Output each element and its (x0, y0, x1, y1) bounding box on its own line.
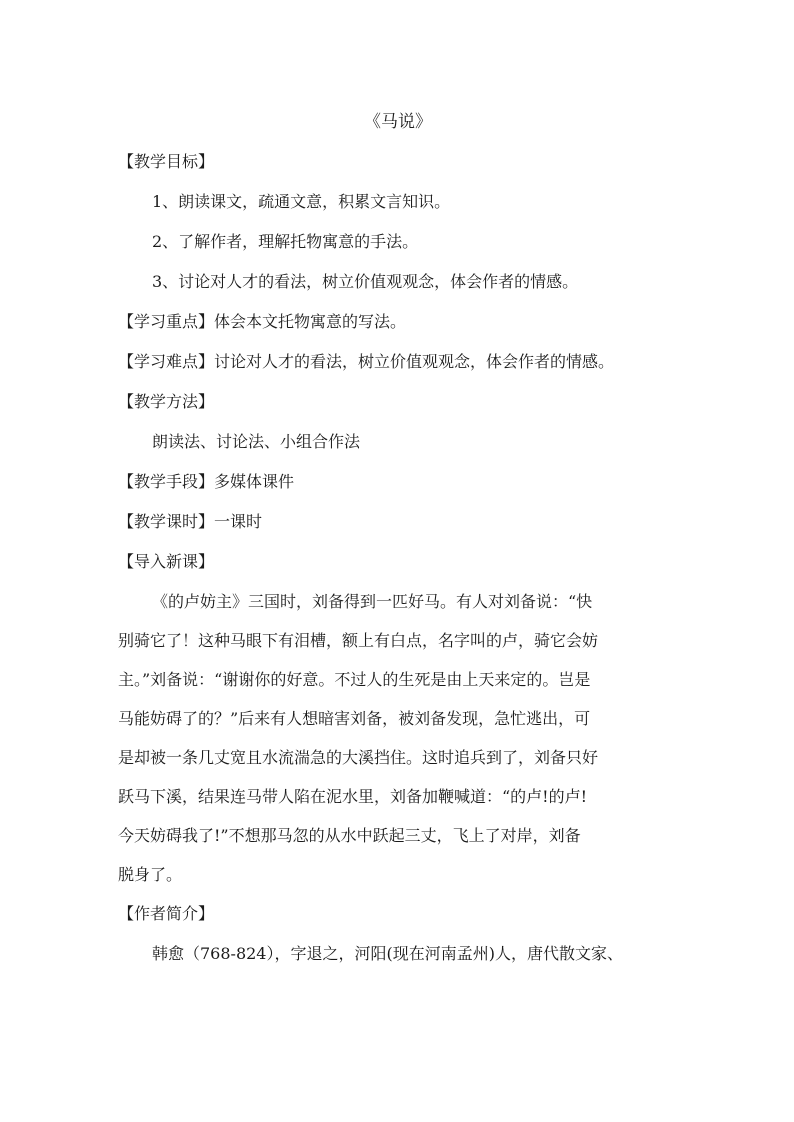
intro-heading: 【导入新课】 (118, 552, 215, 571)
means-heading: 【教学手段】 (118, 472, 215, 491)
key-point-heading: 【学习重点】 (118, 312, 215, 331)
key-point-text: 体会本文托物寓意的写法。 (214, 312, 407, 331)
difficulty-line (118, 352, 794, 392)
difficulty-heading: 【学习难点】 (118, 352, 215, 371)
author-paragraph (118, 944, 678, 983)
hours-line (118, 512, 794, 552)
intro-line: 是却被一条几丈宽且水流湍急的大溪挡住。这时追兵到了，刘备只好 (118, 748, 599, 767)
intro-line: 马能妨碍了的？”后来有人想暗害刘备，被刘备发现，急忙逃出，可 (118, 709, 591, 728)
hours-text: 一课时 (214, 512, 263, 531)
intro-paragraph (118, 592, 678, 904)
objectives-heading: 【教学目标】 (118, 152, 215, 171)
key-point-line (118, 312, 794, 352)
objective-item-2: 2、了解作者，理解托物寓意的手法。 (152, 232, 419, 251)
intro-line: 《的卢妨主》三国时，刘备得到一匹好马。有人对刘备说：“快 (152, 592, 593, 611)
means-line (118, 472, 794, 512)
method-text: 朗读法、讨论法、小组合作法 (152, 432, 361, 451)
intro-line: 今天妨碍我了!”不想那马忽的从水中跃起三丈，飞上了对岸，刘备 (118, 826, 581, 845)
intro-line: 跃马下溪，结果连马带人陷在泥水里，刘备加鞭喊道：“的卢!的卢! (118, 787, 588, 806)
method-heading: 【教学方法】 (118, 392, 215, 411)
intro-line: 别骑它了！这种马眼下有泪槽，额上有白点，名字叫的卢，骑它会妨 (118, 631, 599, 650)
intro-line: 主。”刘备说：“谢谢你的好意。不过人的生死是由上天来定的。岂是 (118, 670, 591, 689)
hours-heading: 【教学课时】 (118, 512, 215, 531)
means-text: 多媒体课件 (214, 472, 295, 491)
intro-line: 脱身了。 (118, 865, 183, 884)
document-title: 《马说》 (364, 112, 432, 132)
author-line: 韩愈（768-824），字退之，河阳(现在河南孟州)人，唐代散文家、 (152, 944, 623, 963)
objective-item-1: 1、朗读课文，疏通文意，积累文言知识。 (152, 192, 451, 211)
author-heading: 【作者简介】 (118, 904, 215, 923)
objective-item-3: 3、讨论对人才的看法，树立价值观观念，体会作者的情感。 (152, 272, 579, 291)
difficulty-text: 讨论对人才的看法，树立价值观观念，体会作者的情感。 (214, 352, 615, 371)
